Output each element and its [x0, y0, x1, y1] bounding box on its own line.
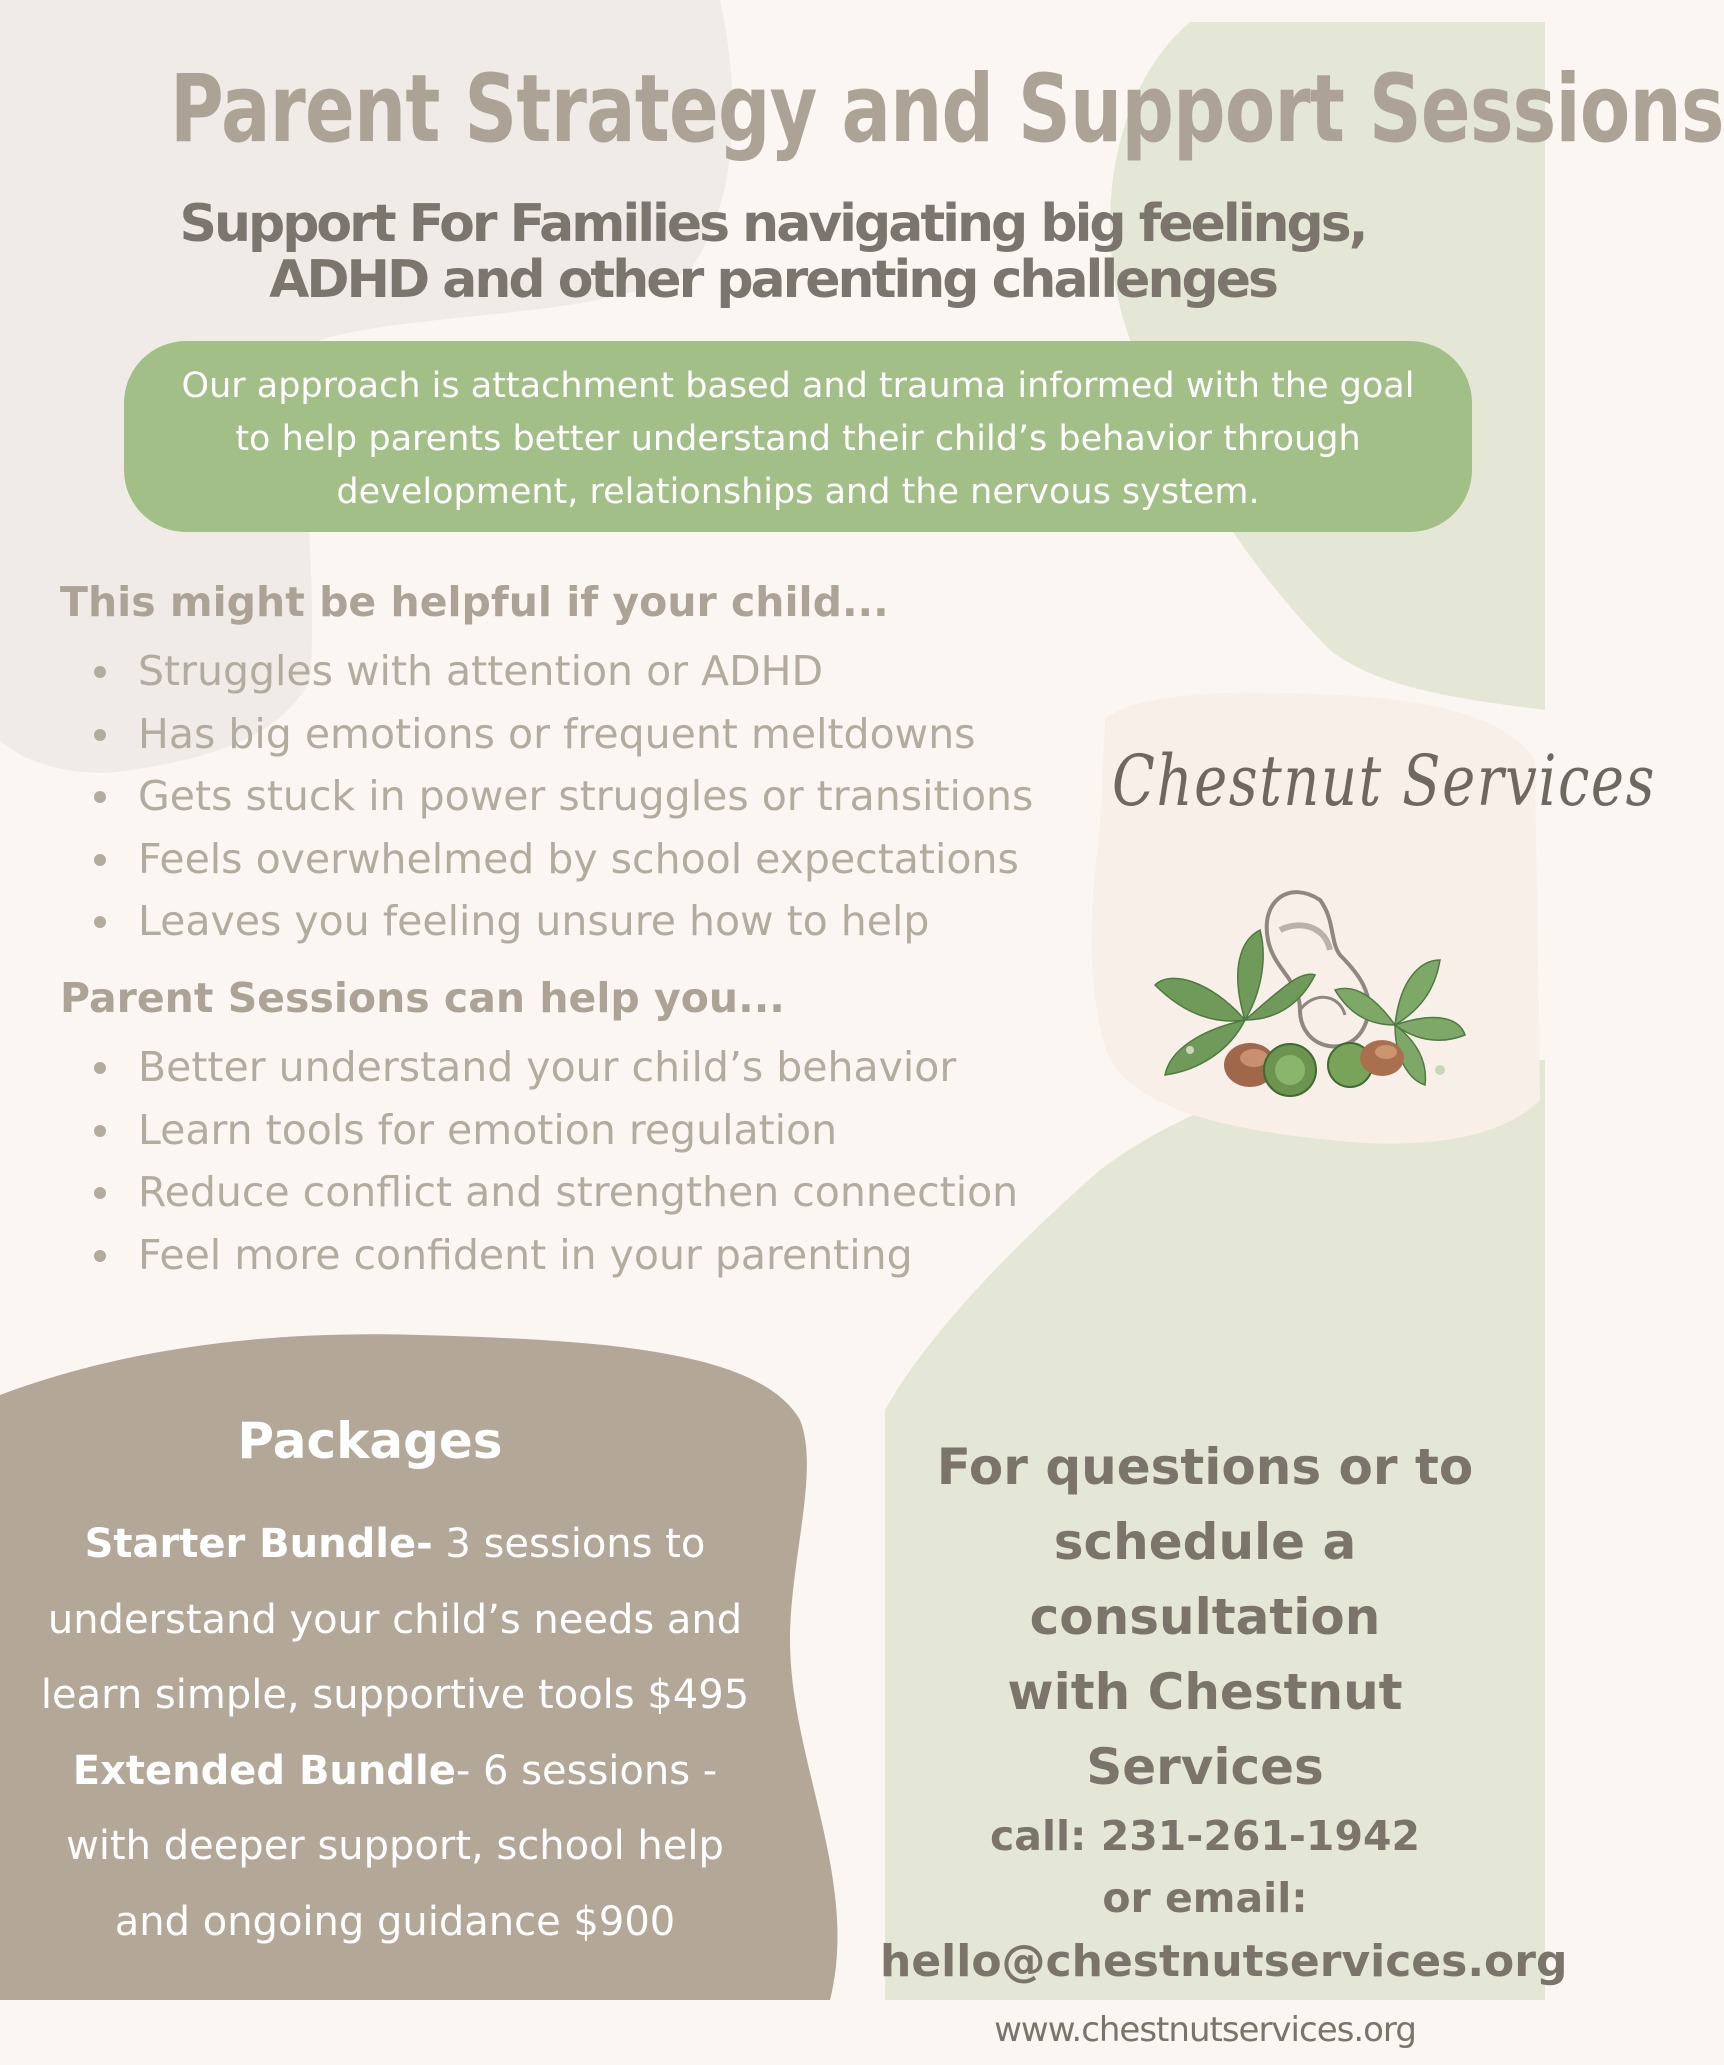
subtitle-line-2: ADHD and other parenting challenges — [269, 250, 1276, 310]
bullet-icon — [94, 854, 106, 866]
contact-line-3: with Chestnut Services — [1007, 1663, 1403, 1796]
page-title: Parent Strategy and Support Sessions — [169, 55, 1724, 164]
bullet-icon — [94, 1250, 106, 1262]
starter-line-3: learn simple, supportive tools $495 — [40, 1672, 750, 1718]
extended-line-2: with deeper support, school help — [66, 1823, 724, 1869]
contact-phone: call: 231-261-1942 — [989, 1812, 1421, 1860]
subtitle-line-1: Support For Families navigating big feelings, — [179, 194, 1366, 254]
bullet-icon — [94, 791, 106, 803]
bullet-icon — [94, 1125, 106, 1137]
extended-line-1: Extended Bundle- 6 sessions - — [72, 1747, 718, 1794]
contact-section — [880, 1430, 1568, 2065]
benefits-heading: Parent Sessions can help you... — [60, 974, 785, 1022]
page-subtitle — [0, 196, 1545, 308]
contact-line-1: For questions or to — [936, 1438, 1474, 1496]
list-item: Feel more confident in your parenting — [90, 1224, 1018, 1287]
list-item: Leaves you feeling unsure how to help — [90, 890, 1033, 953]
bullet-icon — [94, 666, 106, 678]
chestnut-leaves-icon — [1150, 860, 1470, 1130]
list-item: Learn tools for emotion regulation — [90, 1099, 1018, 1162]
approach-line-3: development, relationships and the nervous system. — [336, 472, 1260, 512]
list-item: Better understand your child’s behavior — [90, 1036, 1018, 1099]
bullet-icon — [94, 916, 106, 928]
packages-body — [0, 1507, 790, 1960]
contact-website: www.chestnutservices.org — [994, 2010, 1416, 2050]
list-item: Gets stuck in power struggles or transitions — [90, 765, 1033, 828]
contact-line-2: schedule a consultation — [1029, 1513, 1381, 1646]
helpful-heading: This might be helpful if your child... — [60, 578, 889, 626]
approach-line-1: Our approach is attachment based and trauma informed with the goal — [181, 366, 1415, 406]
contact-email: hello@chestnutservices.org — [880, 1936, 1568, 1987]
bullet-icon — [94, 1062, 106, 1074]
starter-line-2: understand your child’s needs and — [47, 1596, 743, 1643]
starter-line-1: Starter Bundle- 3 sessions to — [84, 1521, 706, 1567]
contact-or-email: or email: — [1102, 1874, 1308, 1922]
bullet-icon — [94, 729, 106, 741]
extended-bundle-name: Extended Bundle — [72, 1747, 456, 1794]
benefits-list — [90, 1036, 1018, 1286]
list-item: Feels overwhelmed by school expectations — [90, 828, 1033, 891]
approach-line-2: to help parents better understand their child’s behavior through — [235, 419, 1361, 459]
helpful-list — [90, 640, 1033, 953]
list-item: Struggles with attention or ADHD — [90, 640, 1033, 703]
approach-box — [124, 341, 1472, 532]
packages-title: Packages — [237, 1412, 503, 1470]
extended-line-3: and ongoing guidance $900 — [114, 1898, 676, 1945]
bullet-icon — [94, 1187, 106, 1199]
list-item: Reduce conflict and strengthen connection — [90, 1161, 1018, 1224]
starter-bundle-name: Starter Bundle- — [84, 1521, 433, 1567]
logo-wordmark: Chestnut Services — [1112, 740, 1656, 822]
list-item: Has big emotions or frequent meltdowns — [90, 703, 1033, 766]
